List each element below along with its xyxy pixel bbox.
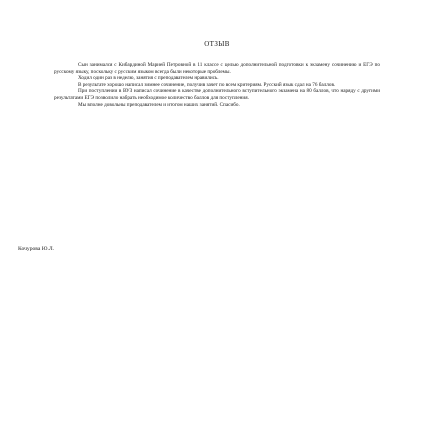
- signature: Кочурова Ю.Л.: [18, 246, 55, 252]
- document-title: ОТЗЫВ: [204, 40, 230, 48]
- document-body: [54, 62, 380, 108]
- paragraph-3: В результате хорошо написал зимнее сочинение, получив зачет по всем критериям. Русский язык сдал на 76 баллов.: [78, 81, 336, 88]
- paragraph-2: Ходил один раз в неделю, занятия с преподавателем нравились.: [78, 75, 219, 82]
- paragraph-1: Сын занимался с Кибардиной Марией Петровной в 11 классе с целью дополнительной подготовки к экзамену сочинению и ЕГЭ по русскому языку, поскольку с русским языком всегда были некоторые проблемы.: [54, 62, 380, 75]
- paragraph-5: Мы вполне довольны преподавателем и итогом наших занятий. Спасибо.: [78, 101, 240, 108]
- paragraph-4: При поступлении в ВУЗ написал сочинение в качестве дополнительного вступительного экзамена на 80 баллов, что наряду с другими результатами ЕГЭ позволило набрать необходимое количество баллов для поступления.: [54, 88, 380, 101]
